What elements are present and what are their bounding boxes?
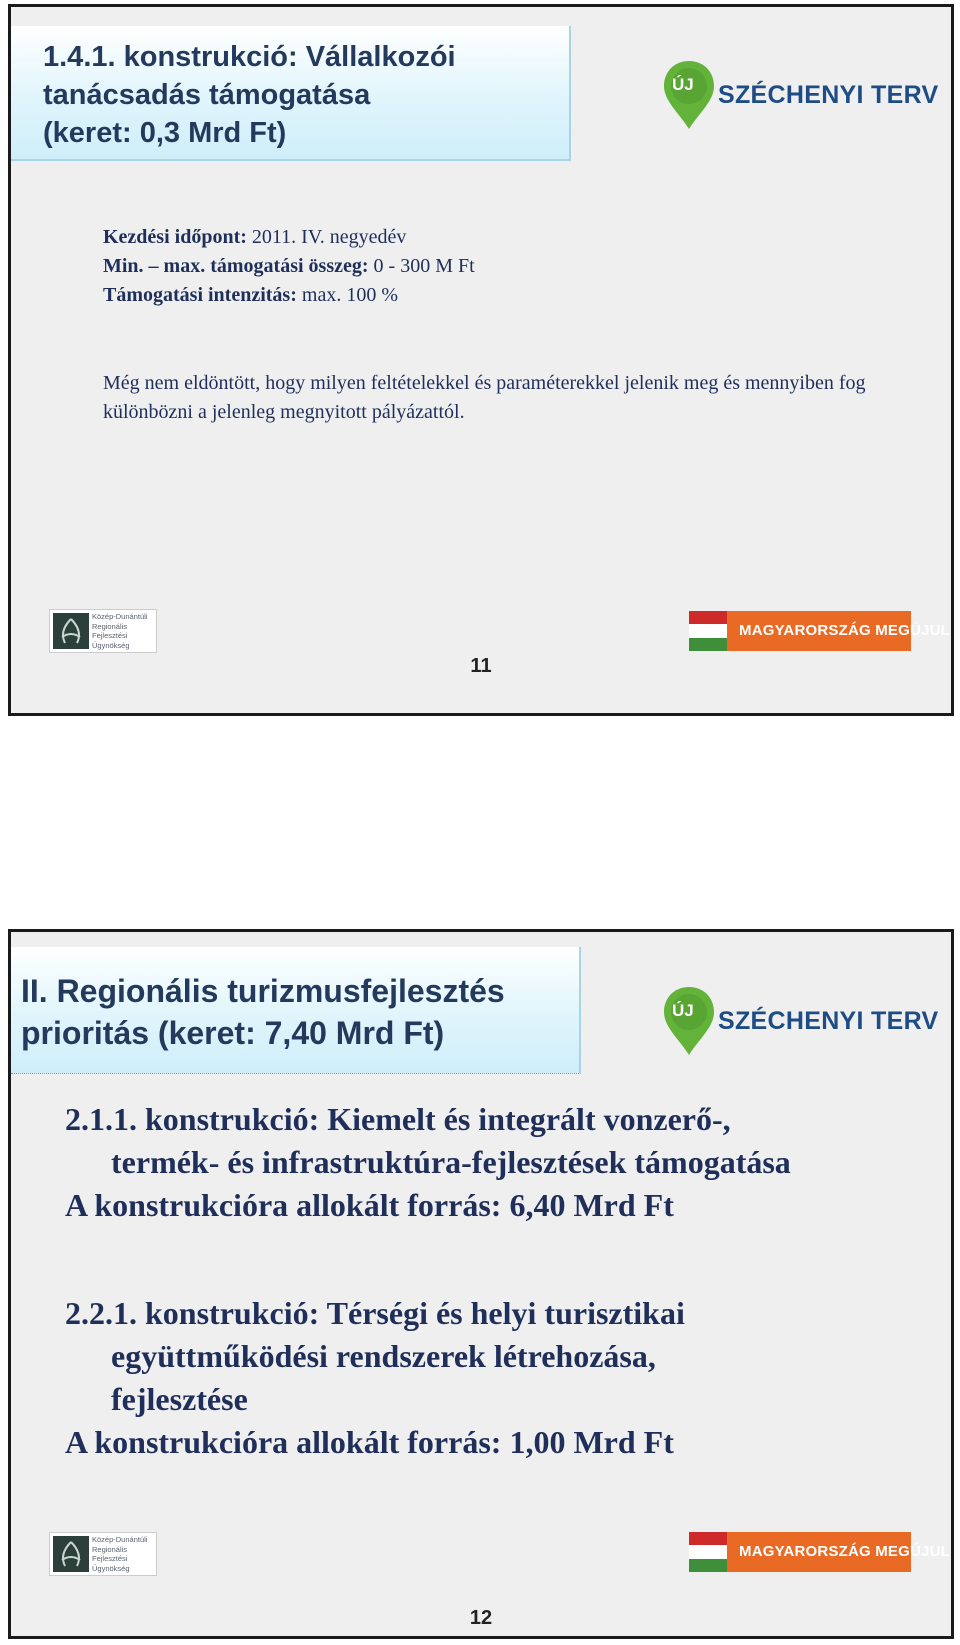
magyarorszag-logo-text: MAGYARORSZÁG MEGÚJUL	[739, 622, 950, 639]
info-intensity	[103, 281, 475, 310]
hungarian-flag-icon	[689, 611, 727, 651]
magyarorszag-logo-text: MAGYARORSZÁG MEGÚJUL	[739, 1543, 950, 1560]
magyarorszag-megujul-logo	[689, 1532, 950, 1572]
info-list	[103, 223, 475, 310]
slide-title: 1.4.1. konstrukció: Vállalkozói tanácsadás támogatása (keret: 0,3 Mrd Ft)	[43, 41, 456, 149]
page-number: 11	[470, 655, 492, 677]
construction-title: 2.1.1. konstrukció: Kiemelt és integrált vonzerő-,	[65, 1101, 731, 1137]
map-pin-icon	[661, 985, 717, 1057]
info-label: Támogatási intenzitás:	[103, 284, 297, 306]
agency-emblem-icon	[53, 613, 89, 649]
status-paragraph: Még nem eldöntött, hogy milyen feltételekkel és paraméterekkel jelenik meg és mennyiben fog különbözni a jelenleg megnyitott pályázattól.	[103, 372, 866, 423]
slide-title: II. Regionális turizmusfejlesztés prioritás (keret: 7,40 Mrd Ft)	[21, 973, 505, 1051]
szechenyi-badge-text: ÚJ	[672, 1001, 694, 1020]
allocated-source: A konstrukcióra allokált forrás: 6,40 Mrd Ft	[65, 1187, 674, 1223]
construction-title: 2.2.1. konstrukció: Térségi és helyi turisztikai	[65, 1295, 685, 1331]
hungarian-flag-icon	[689, 1532, 727, 1572]
info-start-date	[103, 223, 475, 252]
szechenyi-logo-text: SZÉCHENYI TERV	[718, 1007, 939, 1035]
slide-title-box	[11, 26, 571, 161]
slide-11	[8, 4, 954, 716]
szechenyi-badge-text: ÚJ	[672, 75, 694, 94]
info-label: Kezdési időpont:	[103, 226, 247, 248]
page-number: 12	[469, 1607, 493, 1629]
map-pin-icon	[661, 59, 717, 131]
agency-logo-text: Közép-Dunántúli Regionális Fejlesztési Ügynökség	[92, 1535, 148, 1573]
magyarorszag-megujul-logo	[689, 611, 950, 651]
info-value: 2011. IV. negyedév	[251, 226, 407, 248]
szechenyi-terv-logo	[661, 985, 939, 1065]
construction-title-cont: együttműködési rendszerek létrehozása,	[111, 1338, 656, 1374]
construction-block-2-2-1	[65, 1292, 685, 1464]
agency-logo	[49, 1532, 157, 1576]
info-value: 0 - 300 M Ft	[373, 255, 475, 277]
szechenyi-terv-logo	[661, 59, 939, 139]
agency-logo	[49, 609, 157, 653]
info-label: Min. – max. támogatási összeg:	[103, 255, 369, 277]
slide-12	[8, 929, 954, 1639]
slide-title-box	[11, 947, 581, 1074]
agency-logo-text: Közép-Dunántúli Regionális Fejlesztési Ügynökség	[92, 612, 148, 650]
construction-title-cont: fejlesztése	[111, 1381, 248, 1417]
agency-emblem-icon	[53, 1536, 89, 1572]
info-value: max. 100 %	[301, 284, 398, 306]
info-amount	[103, 252, 475, 281]
construction-block-2-1-1	[65, 1098, 791, 1227]
allocated-source: A konstrukcióra allokált forrás: 1,00 Mrd Ft	[65, 1424, 674, 1460]
construction-title-cont: termék- és infrastruktúra-fejlesztések támogatása	[111, 1144, 791, 1180]
szechenyi-logo-text: SZÉCHENYI TERV	[718, 81, 939, 109]
